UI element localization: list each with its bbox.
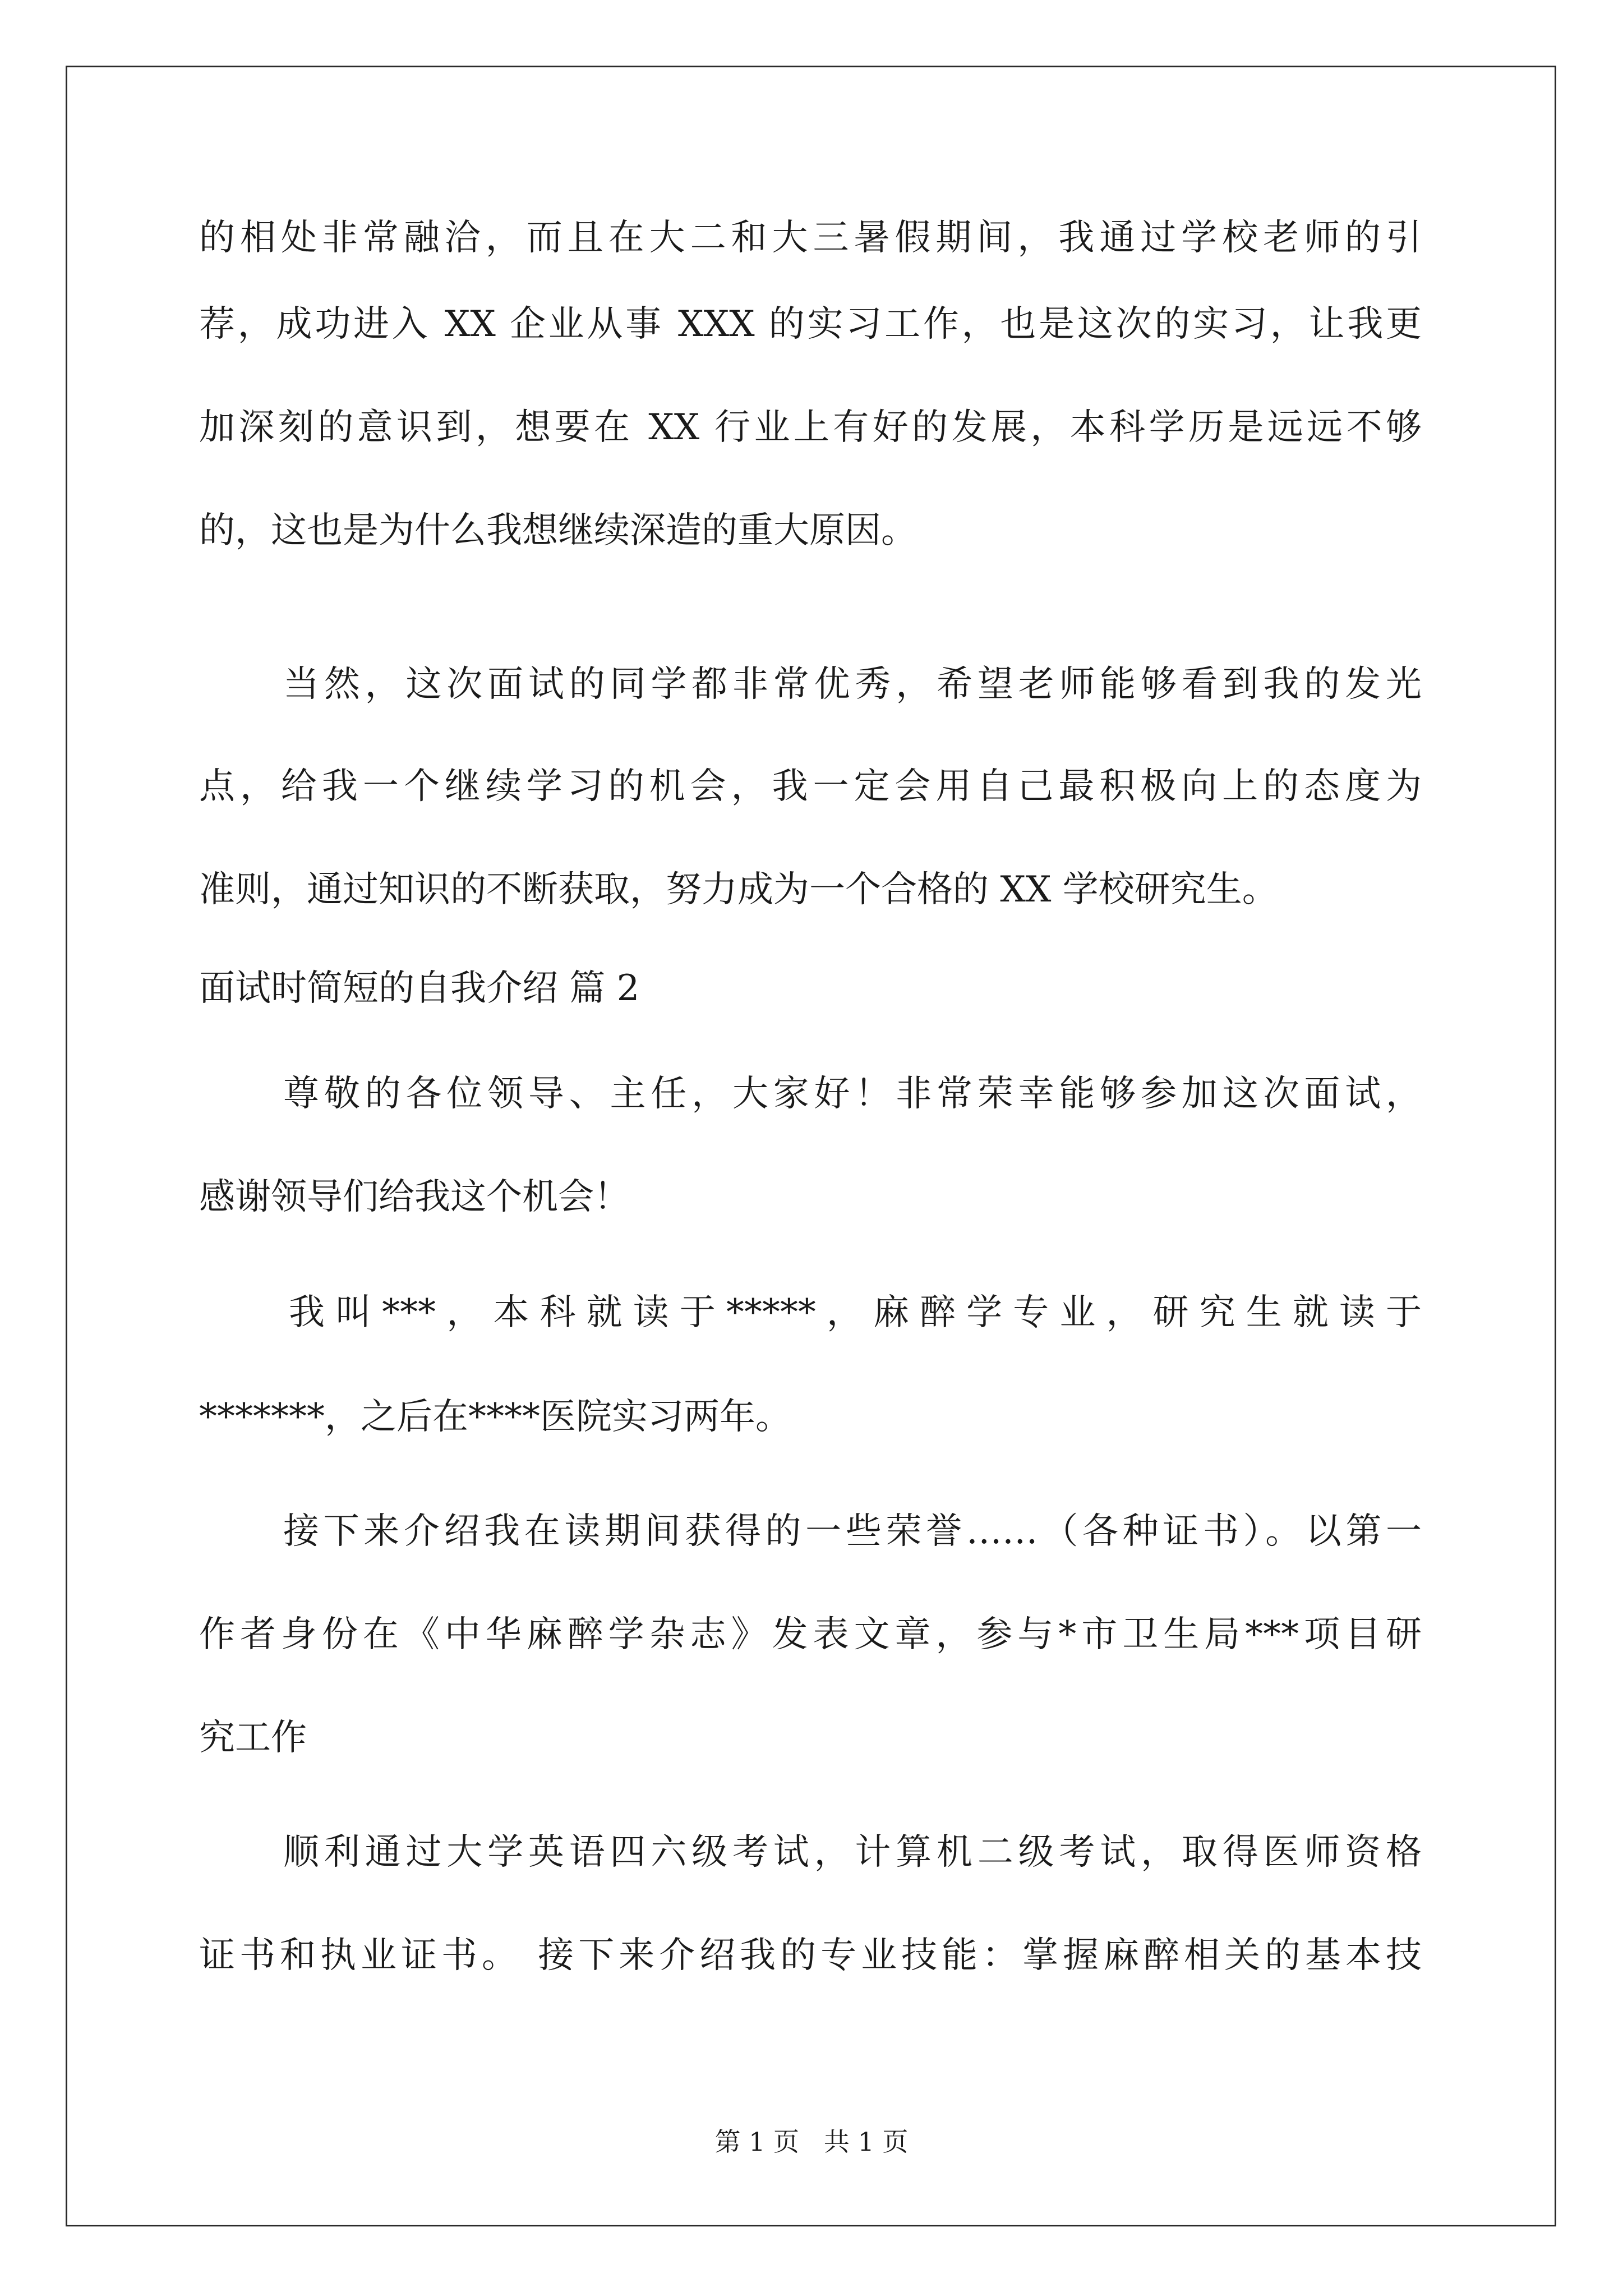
body-line: 我叫***，本科就读于*****，麻醉学专业，研究生就读于 [289,1292,1422,1333]
body-line: 的相处非常融洽，而且在大二和大三暑假期间，我通过学校老师的引 [199,217,1422,259]
body-line: 加深刻的意识到，想要在 XX 行业上有好的发展，本科学历是远远不够 [199,407,1422,448]
section-heading: 面试时简短的自我介绍 篇 2 [199,968,640,1009]
body-line: 感谢领导们给我这个机会！ [199,1176,630,1218]
body-line: 荐，成功进入 XX 企业从事 XXX 的实习工作，也是这次的实习，让我更 [199,303,1422,345]
body-line: 究工作 [199,1717,307,1759]
body-line: 顺利通过大学英语四六级考试，计算机二级考试，取得医师资格 [283,1832,1422,1873]
body-line: 的，这也是为什么我想继续深造的重大原因。 [199,510,917,551]
body-line: *******，之后在****医院实习两年。 [199,1396,791,1438]
body-line: 接下来介绍我在读期间获得的一些荣誉……（各种证书）。以第一 [283,1511,1422,1552]
body-line: 准则，通过知识的不断获取，努力成为一个合格的 XX 学校研究生。 [199,869,1278,910]
body-line: 证书和执业证书。 接下来介绍我的专业技能：掌握麻醉相关的基本技 [199,1935,1422,1976]
body-line: 点，给我一个继续学习的机会，我一定会用自己最积极向上的态度为 [199,766,1422,807]
body-line: 作者身份在《中华麻醉学杂志》发表文章，参与*市卫生局***项目研 [199,1614,1422,1655]
body-line: 尊敬的各位领导、主任，大家好！非常荣幸能够参加这次面试， [283,1073,1422,1115]
page-border [66,66,1556,2226]
page-footer: 第 1 页 共 1 页 [714,2127,909,2157]
body-line: 当然，这次面试的同学都非常优秀，希望老师能够看到我的发光 [283,664,1422,705]
